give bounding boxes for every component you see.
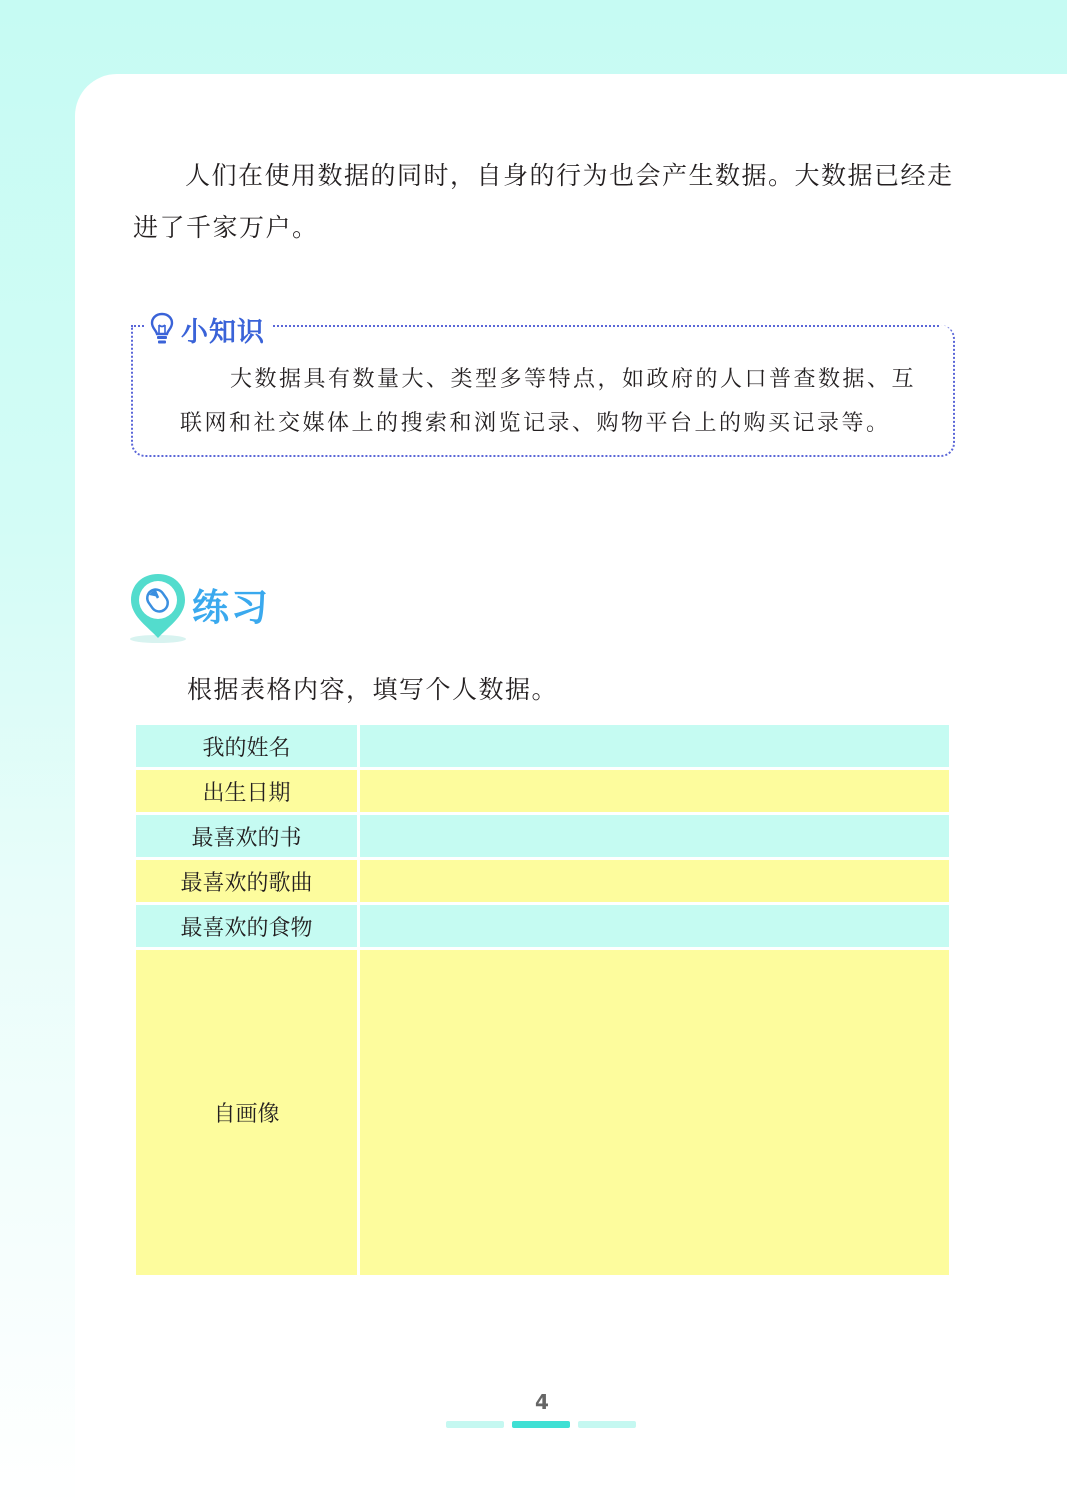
- tip-box-topline: [273, 325, 939, 327]
- table-row: [135, 859, 951, 904]
- tip-text: [180, 358, 940, 446]
- tip-header: [145, 310, 271, 348]
- input-cell-name[interactable]: [359, 724, 951, 769]
- table-row: [135, 904, 951, 949]
- page-indicator-bar-right: [578, 1421, 636, 1428]
- table-row: [135, 949, 951, 1277]
- input-cell-favorite-song[interactable]: [359, 859, 951, 904]
- row-label-self-portrait: 自画像: [135, 949, 359, 1277]
- page-indicator: [446, 1421, 636, 1429]
- personal-data-table: [133, 722, 952, 1278]
- exercise-instruction: 根据表格内容，填写个人数据。: [187, 675, 559, 704]
- row-label-favorite-song: 最喜欢的歌曲: [135, 859, 359, 904]
- drawing-cell-self-portrait[interactable]: [359, 949, 951, 1277]
- tip-text-body: 大数据具有数量大、类型多等特点，如政府的人口普查数据、互联网和社交媒体上的搜索和浏览记录、购物平台上的购买记录等。: [180, 367, 917, 436]
- input-cell-birthdate[interactable]: [359, 769, 951, 814]
- page-number: 4: [535, 1390, 549, 1414]
- row-label-favorite-food: 最喜欢的食物: [135, 904, 359, 949]
- lightbulb-icon: [149, 311, 175, 347]
- exercise-title: 练习: [192, 586, 270, 629]
- row-label-birthdate: 出生日期: [135, 769, 359, 814]
- intro-paragraph: 人们在使用数据的同时，自身的行为也会产生数据。大数据已经走进了千家万户。: [133, 161, 954, 242]
- input-cell-favorite-book[interactable]: [359, 814, 951, 859]
- row-label-favorite-book: 最喜欢的书: [135, 814, 359, 859]
- row-label-name: 我的姓名: [135, 724, 359, 769]
- input-cell-favorite-food[interactable]: [359, 904, 951, 949]
- page-indicator-bar-active: [512, 1421, 570, 1428]
- table-row: [135, 724, 951, 769]
- page-indicator-bar-left: [446, 1421, 504, 1428]
- tip-title: 小知识: [181, 316, 265, 348]
- mouse-pin-icon: [125, 570, 191, 645]
- table-row: [135, 769, 951, 814]
- table-row: [135, 814, 951, 859]
